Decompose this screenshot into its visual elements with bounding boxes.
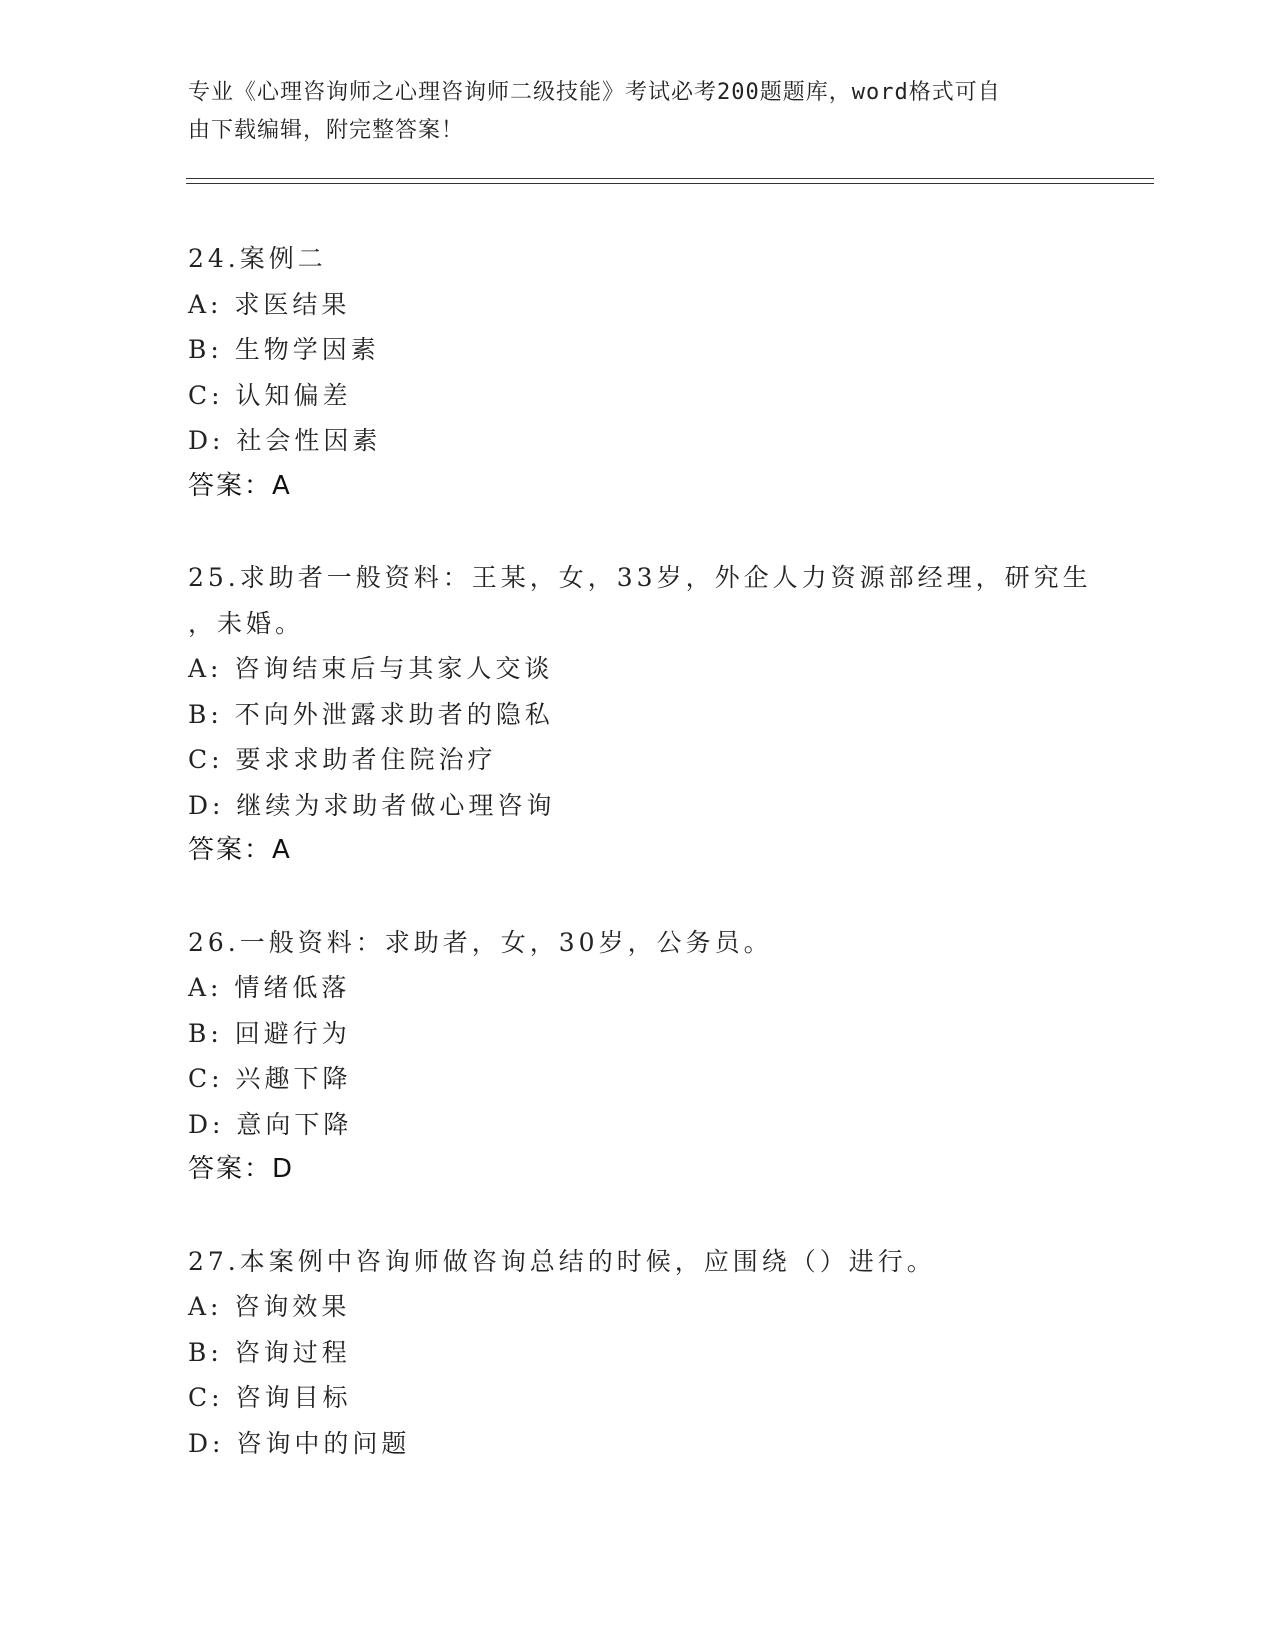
- option-a: A: 咨询结束后与其家人交谈: [188, 654, 554, 683]
- answer-line: 答案：A: [188, 470, 292, 501]
- answer-line: 答案：A: [188, 835, 292, 865]
- question-stem: 24.案例二: [188, 244, 327, 273]
- answer-line: 答案：D: [188, 1154, 295, 1184]
- option-d: D: 继续为求助者做心理咨询: [188, 790, 556, 820]
- option-a: A: 求医结果: [188, 289, 351, 319]
- question-stem: 27.本案例中咨询师做咨询总结的时候，应围绕（）进行。: [188, 1246, 936, 1276]
- question-stem: 26.一般资料：求助者，女，30岁，公务员。: [188, 927, 773, 957]
- option-a: A: 情绪低落: [188, 973, 351, 1002]
- option-b: B: 咨询过程: [188, 1337, 351, 1367]
- header-divider: [186, 178, 1154, 184]
- option-d: D: 意向下降: [188, 1109, 353, 1139]
- option-b: B: 生物学因素: [188, 335, 380, 364]
- option-a: A: 咨询效果: [188, 1292, 351, 1321]
- question-27: [188, 1239, 1148, 1467]
- option-c: C: 兴趣下降: [188, 1064, 352, 1093]
- question-list: [188, 236, 1148, 1512]
- option-c: C: 认知偏差: [188, 380, 352, 410]
- question-26: [188, 920, 1148, 1193]
- option-b: B: 回避行为: [188, 1018, 351, 1048]
- option-d: D: 社会性因素: [188, 426, 382, 455]
- question-24: [188, 236, 1148, 509]
- question-stem-continued: ，未婚。: [188, 608, 305, 638]
- option-c: C: 要求求助者住院治疗: [188, 745, 497, 774]
- document-header: [188, 74, 1088, 150]
- question-stem: 25.求助者一般资料：王某，女，33岁，外企人力资源部经理，研究生: [188, 563, 1092, 592]
- option-b: B: 不向外泄露求助者的隐私: [188, 699, 554, 729]
- header-line-1: 专业《心理咨询师之心理咨询师二级技能》考试必考200题题库，word格式可自: [188, 80, 1001, 105]
- option-d: D: 咨询中的问题: [188, 1428, 411, 1458]
- question-25: [188, 555, 1148, 874]
- header-line-2: 由下载编辑，附完整答案！: [188, 118, 465, 143]
- option-c: C: 咨询目标: [188, 1383, 352, 1412]
